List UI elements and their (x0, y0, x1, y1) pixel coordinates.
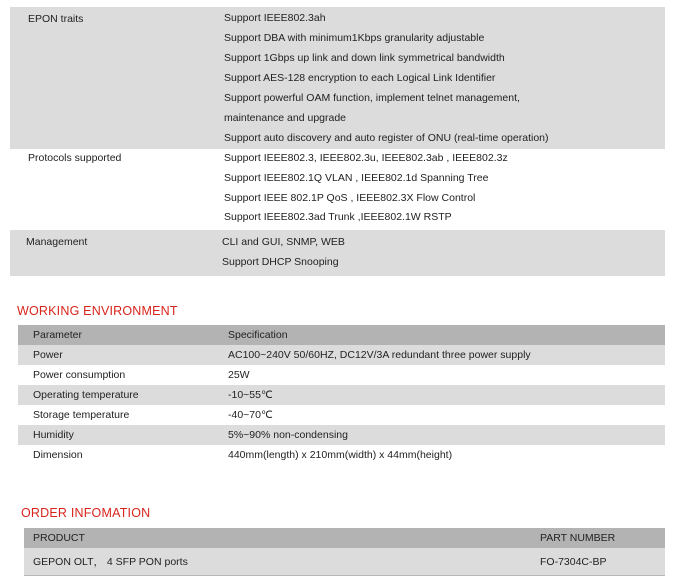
table-cell-param: Power (33, 349, 63, 361)
table-cell-spec: 440mm(length) x 210mm(width) x 44mm(height) (228, 449, 453, 461)
protocols-label: Protocols supported (28, 152, 122, 164)
epon-trait-line: Support auto discovery and auto register of ONU (real-time operation) (224, 132, 549, 144)
header-part-number: PART NUMBER (540, 532, 616, 544)
protocol-line: Support IEEE802.1Q VLAN , IEEE802.1d Spanning Tree (224, 172, 489, 184)
epon-trait-line: maintenance and upgrade (224, 112, 347, 124)
epon-trait-line: Support AES-128 encryption to each Logical Link Identifier (224, 72, 496, 84)
management-line: CLI and GUI, SNMP, WEB (222, 236, 345, 248)
header-specification: Specification (228, 329, 288, 341)
header-product: PRODUCT (33, 532, 85, 544)
table-cell-param: Operating temperature (33, 389, 139, 401)
table-divider (24, 575, 665, 576)
epon-traits-label: EPON traits (28, 13, 84, 25)
order-information-title: ORDER INFOMATION (21, 506, 151, 520)
order-cell-part-number: FO-7304C-BP (540, 556, 607, 568)
working-environment-title: WORKING ENVIRONMENT (17, 304, 178, 318)
table-header (18, 325, 665, 345)
epon-trait-line: Support 1Gbps up link and down link symmetrical bandwidth (224, 52, 505, 64)
table-cell-spec: -40~70℃ (228, 409, 273, 421)
epon-trait-line: Support DBA with minimum1Kbps granularity adjustable (224, 32, 485, 44)
table-cell-spec: AC100~240V 50/60HZ, DC12V/3A redundant three power supply (228, 349, 531, 361)
epon-trait-line: Support powerful OAM function, implement telnet management, (224, 92, 520, 104)
protocol-line: Support IEEE802.3, IEEE802.3u, IEEE802.3ab , IEEE802.3z (224, 152, 508, 164)
management-label: Management (26, 236, 88, 248)
epon-trait-line: Support IEEE802.3ah (224, 12, 326, 24)
management-line: Support DHCP Snooping (222, 256, 339, 268)
protocol-line: Support IEEE 802.1P QoS , IEEE802.3X Flow Control (224, 192, 476, 204)
table-cell-spec: 25W (228, 369, 250, 381)
protocol-line: Support IEEE802.3ad Trunk ,IEEE802.1W RSTP (224, 211, 452, 223)
table-cell-param: Dimension (33, 449, 83, 461)
table-cell-param: Storage temperature (33, 409, 130, 421)
header-parameter: Parameter (33, 329, 83, 341)
table-cell-spec: -10~55℃ (228, 389, 273, 401)
table-cell-spec: 5%~90% non-condensing (228, 429, 348, 441)
table-cell-param: Power consumption (33, 369, 126, 381)
table-cell-param: Humidity (33, 429, 74, 441)
order-cell-product: GEPON OLT， 4 SFP PON ports (33, 556, 188, 568)
